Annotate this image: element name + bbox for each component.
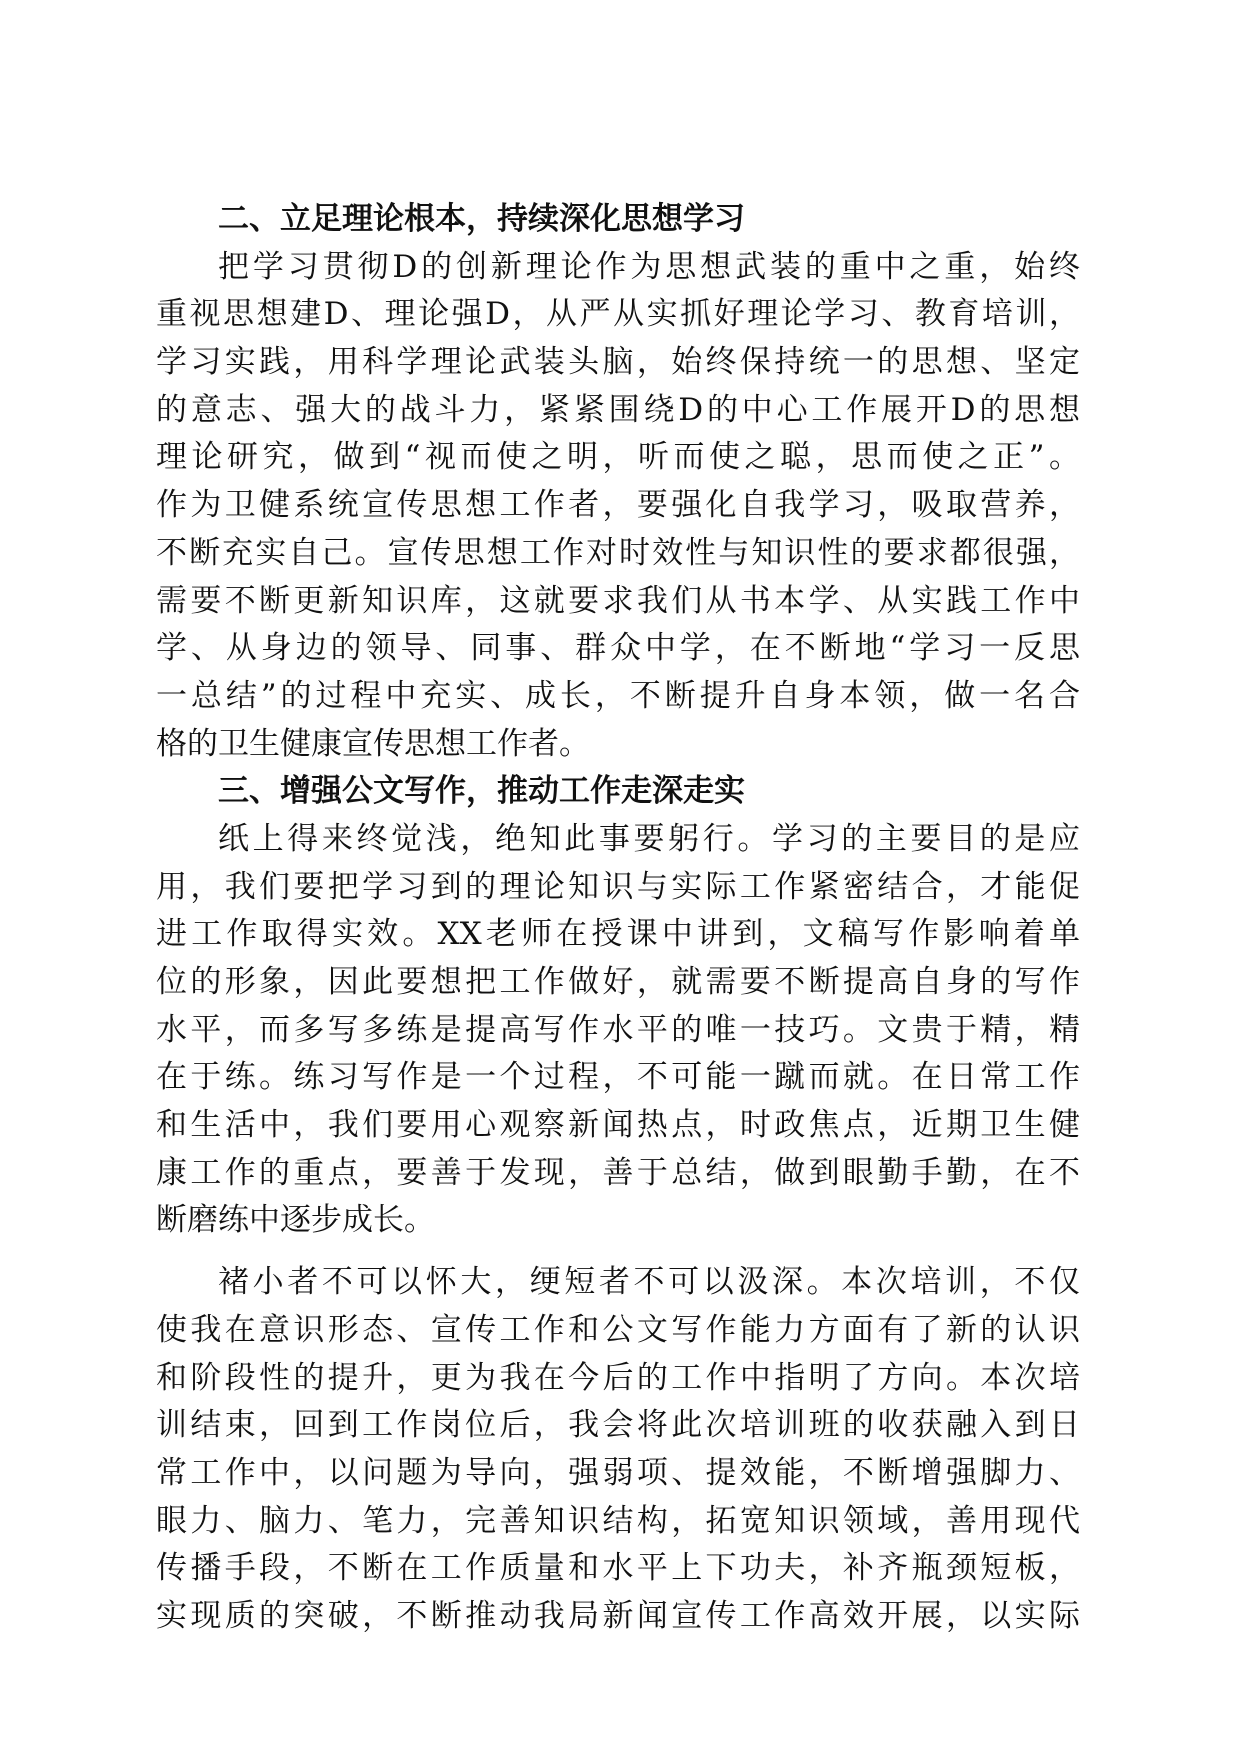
paragraph-line: 水平，而多写多练是提高写作水平的唯一技巧。文贵于精，精 <box>156 1011 1080 1048</box>
paragraph-line: 位的形象，因此要想把工作做好，就需要不断提高自身的写作 <box>156 964 1080 1000</box>
paragraph-line: 和阶段性的提升，更为我在今后的工作中指明了方向。本次培 <box>156 1359 1080 1396</box>
section-2-heading: 二、立足理论根本，持续深化思想学习 <box>218 201 745 237</box>
paragraph-line: 和生活中，我们要用心观察新闻热点，时政焦点，近期卫生健 <box>156 1107 1080 1144</box>
paragraph-line: 需要不断更新知识库，这就要求我们从书本学、从实践工作中 <box>156 582 1080 619</box>
paragraph-line: 断磨练中逐步成长。 <box>156 1202 435 1239</box>
paragraph-line: 眼力、脑力、笔力，完善知识结构，拓宽知识领域，善用现代 <box>156 1502 1080 1539</box>
paragraph-line: 训结束，回到工作岗位后，我会将此次培训班的收获融入到日 <box>156 1407 1080 1444</box>
paragraph-line: 常工作中，以问题为导向，强弱项、提效能，不断增强脚力、 <box>156 1454 1080 1491</box>
paragraph-line: 褚小者不可以怀大，绠短者不可以汲深。本次培训，不仅 <box>218 1264 1080 1301</box>
paragraph-line: 纸上得来终觉浅，绝知此事要躬行。学习的主要目的是应 <box>218 820 1080 857</box>
paragraph-line: 格的卫生健康宣传思想工作者。 <box>156 725 590 762</box>
paragraph-line: 作为卫健系统宣传思想工作者，要强化自我学习，吸取营养， <box>156 487 1080 524</box>
paragraph-line: 在于练。练习写作是一个过程，不可能一蹴而就。在日常工作 <box>156 1059 1080 1096</box>
paragraph-line: 学习实践，用科学理论武装头脑，始终保持统一的思想、坚定 <box>156 344 1080 381</box>
paragraph-line: 不断充实自己。宣传思想工作对时效性与知识性的要求都很强， <box>156 534 1080 571</box>
paragraph-line: 学、从身边的领导、同事、群众中学，在不断地“学习一反思 <box>156 630 1080 667</box>
paragraph-line: 用，我们要把学习到的理论知识与实际工作紧密结合，才能促 <box>156 868 1080 905</box>
section-2-paragraph <box>156 244 1080 769</box>
paragraph-line: 实现质的突破，不断推动我局新闻宣传工作高效开展，以实际 <box>156 1597 1080 1634</box>
paragraph-line: 使我在意识形态、宣传工作和公文写作能力方面有了新的认识 <box>156 1311 1080 1348</box>
paragraph-gap <box>156 1245 1080 1259</box>
paragraph-line: 一总结”的过程中充实、成长，不断提升自身本领，做一名合 <box>156 677 1080 714</box>
paragraph-line: 康工作的重点，要善于发现，善于总结，做到眼勤手勤，在不 <box>156 1154 1080 1191</box>
paragraph-line: 把学习贯彻D的创新理论作为思想武装的重中之重，始终 <box>218 248 1080 285</box>
document-body <box>156 196 1080 1641</box>
paragraph-line: 理论研究，做到“视而使之明，听而使之聪，思而使之正”。 <box>156 439 1080 476</box>
section-3-paragraph-2 <box>156 1259 1080 1641</box>
paragraph-line: 传播手段，不断在工作质量和水平上下功夫，补齐瓶颈短板， <box>156 1550 1080 1587</box>
paragraph-line: 的意志、强大的战斗力，紧紧围绕D的中心工作展开D的思想 <box>156 391 1080 428</box>
paragraph-line: 重视思想建D、理论强D，从严从实抓好理论学习、教育培训， <box>156 296 1080 333</box>
section-3-paragraph-1 <box>156 816 1080 1245</box>
section-3-heading: 三、增强公文写作，推动工作走深走实 <box>218 773 745 810</box>
paragraph-line: 进工作取得实效。XX老师在授课中讲到，文稿写作影响着单 <box>156 916 1080 953</box>
